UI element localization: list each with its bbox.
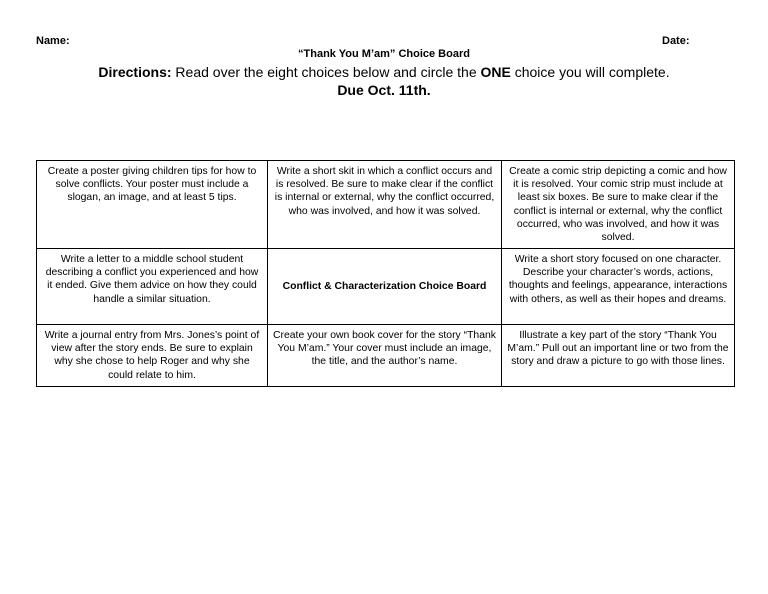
page-title: “Thank You M’am” Choice Board: [298, 48, 470, 60]
directions-emphasis: ONE: [480, 64, 511, 80]
choice-board-table: [36, 160, 735, 387]
name-label: Name:: [36, 35, 70, 47]
choice-cell-illustrate: Illustrate a key part of the story “Thank You M’am.” Pull out an important line or two from the story and draw a picture to go with those lines.: [502, 325, 735, 387]
date-label: Date:: [662, 35, 690, 47]
choice-cell-skit: Write a short skit in which a conflict occurs and is resolved. Be sure to make clear if the conflict is internal or external, why the conflict occurred, who was involved, and how it was solved.: [268, 161, 502, 249]
directions-text-pre: Read over the eight choices below and circle the: [171, 64, 481, 80]
choice-cell-poster: Create a poster giving children tips for how to solve conflicts. Your poster must include a slogan, an image, and at least 5 tips.: [37, 161, 268, 249]
directions: [0, 64, 768, 81]
table-row: [37, 161, 735, 249]
table-row: [37, 325, 735, 387]
choice-cell-letter: Write a letter to a middle school student describing a conflict you experienced and how it ended. Give them advice on how they could handle a similar situation.: [37, 249, 268, 325]
choice-cell-book-cover: Create your own book cover for the story “Thank You M’am.” Your cover must include an image, the title, and the author’s name.: [268, 325, 502, 387]
choice-cell-short-story: Write a short story focused on one character. Describe your character’s words, actions, thoughts and feelings, appearance, interactions with others, as well as their hopes and dreams.: [502, 249, 735, 325]
table-row: [37, 249, 735, 325]
due-date: Due Oct. 11th.: [337, 82, 431, 98]
board-center-title: Conflict & Characterization Choice Board: [268, 249, 502, 325]
directions-text-post: choice you will complete.: [510, 64, 670, 80]
choice-cell-journal: Write a journal entry from Mrs. Jones’s point of view after the story ends. Be sure to explain why she chose to help Roger and why she could relate to him.: [37, 325, 268, 387]
directions-label: Directions:: [98, 64, 172, 80]
choice-cell-comic-strip: Create a comic strip depicting a comic and how it is resolved. Your comic strip must include at least six boxes. Be sure to make clear if the conflict is internal or external, why the conflict occurred, who was involved, and how it was solved.: [502, 161, 735, 249]
